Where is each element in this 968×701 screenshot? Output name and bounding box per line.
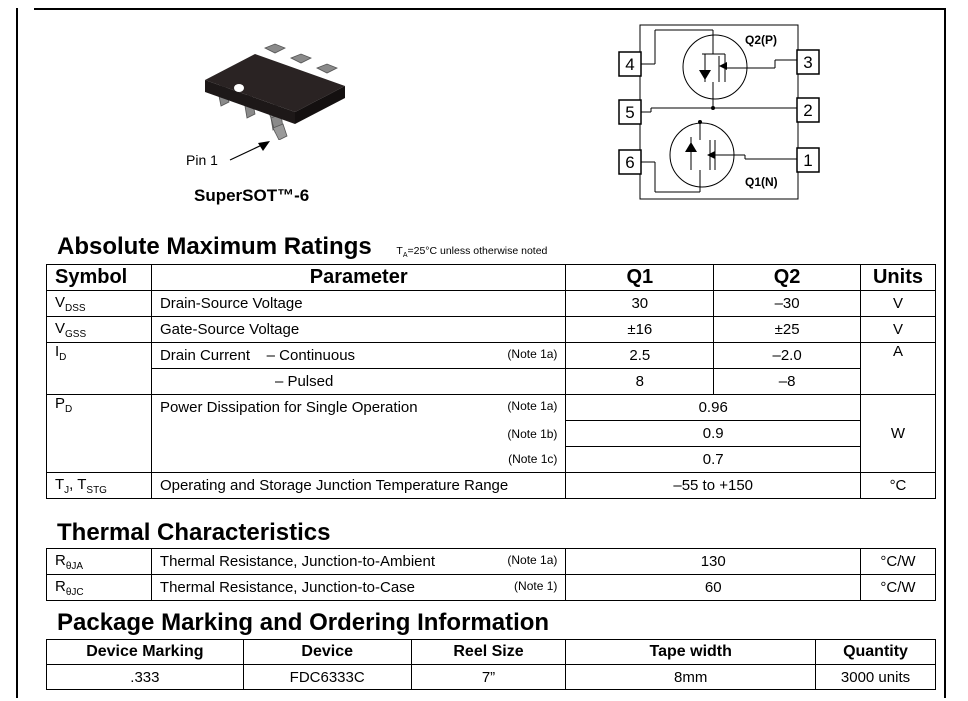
symbol-cell: $R_{\theta JC}$ (47, 575, 152, 601)
abs-max-note: $T_A=25^\circ C$ unless otherwise noted (396, 245, 548, 260)
q2-cell: –30 (714, 291, 861, 317)
symbol-cell: $V_{DSS}$ (47, 291, 152, 317)
page-frame-left (16, 8, 18, 698)
parameter-cell: Drain-Source Voltage (151, 291, 565, 317)
thermal-title: Thermal Characteristics (57, 519, 331, 546)
parameter-cell: (Note 1b) (151, 421, 565, 447)
unit-cell: W (860, 395, 935, 473)
col-device: Device (243, 640, 411, 665)
q1-cell: 8 (566, 369, 714, 395)
symbol-cell: $T_J$, $T_{STG}$ (47, 473, 152, 499)
abs-max-table (46, 264, 936, 499)
pinout-schematic (615, 22, 825, 202)
tape-width-cell: 8mm (566, 665, 816, 690)
q2-label: Q2(P) (745, 33, 778, 47)
package-image (195, 40, 365, 140)
value-cell: 60 (566, 575, 861, 601)
symbol-cell: $R_{\theta JA}$ (47, 549, 152, 575)
page-frame-right (944, 8, 946, 698)
symbol-cell: $P_D$ (47, 395, 152, 473)
unit-cell: °C (860, 473, 935, 499)
value-cell: 0.96 (566, 395, 861, 421)
abs-max-title (57, 233, 547, 261)
unit-cell: A (860, 343, 935, 395)
q2-cell: ±25 (714, 317, 861, 343)
parameter-cell: Operating and Storage Junction Temperature Range (151, 473, 565, 499)
parameter-cell: Gate-Source Voltage (151, 317, 565, 343)
parameter-cell: Thermal Resistance, Junction-to-Ambient (Note 1a) (151, 549, 566, 575)
ordering-header-row (47, 640, 936, 665)
table-row (47, 575, 936, 601)
device-marking-cell: .333 (47, 665, 244, 690)
table-row (47, 291, 936, 317)
pin-1-label: 1 (803, 151, 813, 170)
table-row (47, 395, 936, 421)
unit-cell: °C/W (861, 575, 936, 601)
pin-3-label: 3 (803, 53, 813, 72)
pin-2-label: 2 (803, 101, 813, 120)
q1-cell: 2.5 (566, 343, 714, 369)
pin-4-label: 4 (625, 55, 635, 74)
q2-cell: –8 (714, 369, 861, 395)
table-row (47, 369, 936, 395)
thermal-table (46, 548, 936, 601)
col-quantity: Quantity (816, 640, 936, 665)
table-row (47, 549, 936, 575)
table-row (47, 447, 936, 473)
table-row (47, 473, 936, 499)
col-q2: Q2 (714, 265, 861, 291)
table-row (47, 421, 936, 447)
col-reel-size: Reel Size (411, 640, 566, 665)
q1-label: Q1(N) (745, 175, 778, 189)
abs-max-header-row (47, 265, 936, 291)
pin-5-label: 5 (625, 103, 635, 122)
abs-max-title-text: Absolute Maximum Ratings (57, 233, 372, 260)
parameter-cell: (Note 1c) (151, 447, 565, 473)
symbol-cell: $V_{GSS}$ (47, 317, 152, 343)
unit-cell: V (860, 291, 935, 317)
page-frame-top (34, 8, 944, 10)
value-cell: 130 (566, 549, 861, 575)
pin1-arrow (228, 138, 273, 163)
table-row (47, 665, 936, 690)
parameter-cell: Drain Current – Continuous (Note 1a) (151, 343, 565, 369)
pin-6-label: 6 (625, 153, 635, 172)
unit-cell: V (860, 317, 935, 343)
col-symbol: Symbol (47, 265, 152, 291)
parameter-cell: Power Dissipation for Single Operation (Note 1a) (151, 395, 565, 421)
quantity-cell: 3000 units (816, 665, 936, 690)
pin1-label: Pin 1 (186, 152, 218, 168)
value-cell: 0.9 (566, 421, 861, 447)
col-device-marking: Device Marking (47, 640, 244, 665)
value-cell: 0.7 (566, 447, 861, 473)
table-row (47, 343, 936, 369)
col-tape-width: Tape width (566, 640, 816, 665)
q2-cell: –2.0 (714, 343, 861, 369)
package-name: SuperSOT™-6 (194, 186, 310, 205)
parameter-cell: – Pulsed (151, 369, 565, 395)
symbol-cell: $I_D$ (47, 343, 152, 395)
ordering-title: Package Marking and Ordering Information (57, 609, 550, 636)
device-cell: FDC6333C (243, 665, 411, 690)
unit-cell: °C/W (861, 549, 936, 575)
reel-size-cell: 7” (411, 665, 566, 690)
parameter-cell: Thermal Resistance, Junction-to-Case (Note 1) (151, 575, 566, 601)
col-parameter: Parameter (151, 265, 565, 291)
q1-cell: 30 (566, 291, 714, 317)
col-units: Units (860, 265, 935, 291)
ordering-table (46, 639, 936, 690)
q1-cell: ±16 (566, 317, 714, 343)
table-row (47, 317, 936, 343)
col-q1: Q1 (566, 265, 714, 291)
value-cell: –55 to +150 (566, 473, 861, 499)
